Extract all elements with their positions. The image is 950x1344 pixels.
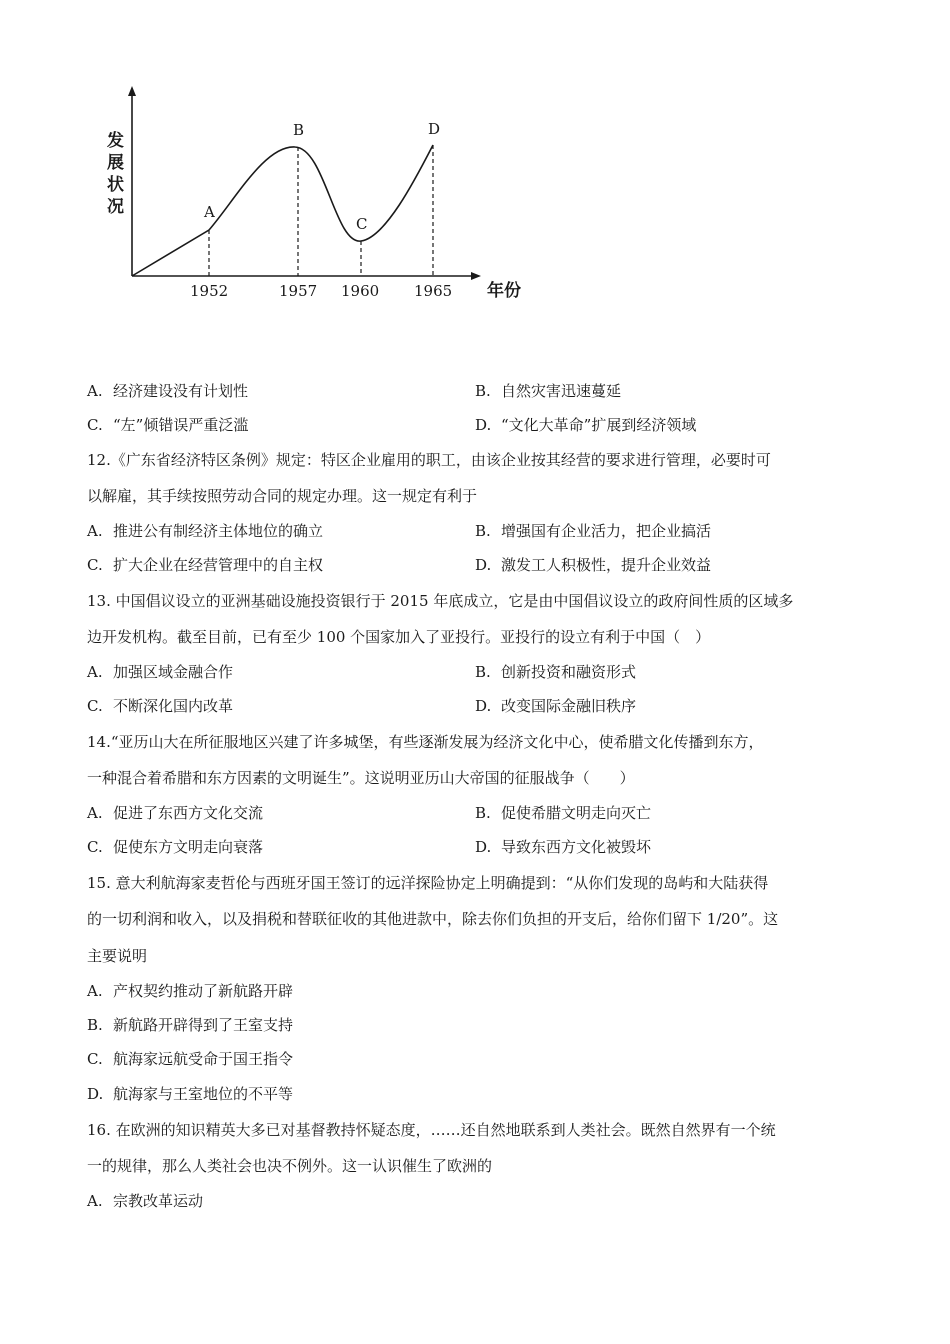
option-text: 促使东方文明走向衰落 bbox=[113, 838, 264, 856]
option-text: 扩大企业在经营管理中的自主权 bbox=[113, 556, 324, 574]
option-text: 自然灾害迅速蔓延 bbox=[501, 382, 622, 400]
point-label-d: D bbox=[428, 120, 441, 138]
q16-stem-line: 16. 在欧洲的知识精英大多已对基督教持怀疑态度，……还自然地联系到人类社会。既然自然界有一个统 bbox=[87, 1121, 776, 1139]
option-letter: C. bbox=[87, 556, 103, 574]
x-label: 年份 bbox=[487, 281, 521, 301]
option-letter: A. bbox=[87, 982, 103, 1000]
option-letter: C. bbox=[87, 697, 103, 715]
q12-stem-line: 12.《广东省经济特区条例》规定：特区企业雇用的职工，由该企业按其经营的要求进行管理，必要时可 bbox=[87, 451, 771, 469]
development-curve-figure bbox=[95, 80, 535, 310]
option-text: 宗教改革运动 bbox=[113, 1192, 204, 1210]
tick-label: 1960 bbox=[341, 282, 380, 300]
q12-option-a bbox=[87, 521, 323, 541]
q11-option-a bbox=[87, 381, 248, 401]
option-letter: D. bbox=[87, 1085, 104, 1103]
option-text: 经济建设没有计划性 bbox=[113, 382, 249, 400]
option-letter: A. bbox=[87, 1192, 103, 1210]
y-label-char: 况 bbox=[107, 197, 124, 217]
option-text: 改变国际金融旧秩序 bbox=[501, 697, 637, 715]
q15-option-d bbox=[87, 1084, 293, 1104]
option-text: “左”倾错误严重泛滥 bbox=[113, 416, 249, 434]
q13-option-b bbox=[475, 662, 636, 682]
option-letter: B. bbox=[475, 663, 491, 681]
option-letter: A. bbox=[87, 522, 103, 540]
option-text: 加强区域金融合作 bbox=[113, 663, 234, 681]
y-axis-arrow bbox=[128, 86, 136, 96]
development-curve-svg bbox=[95, 80, 535, 310]
y-label-char: 发 bbox=[107, 131, 124, 151]
option-text: 增强国有企业活力，把企业搞活 bbox=[501, 522, 712, 540]
q15-option-b bbox=[87, 1015, 293, 1035]
tick-label: 1965 bbox=[414, 282, 453, 300]
option-text: 促使希腊文明走向灭亡 bbox=[501, 804, 652, 822]
option-letter: B. bbox=[87, 1016, 103, 1034]
q15-stem-line: 的一切利润和收入，以及捐税和替联征收的其他进款中，除去你们负担的开支后，给你们留下 1/20”。这 bbox=[87, 910, 779, 928]
option-text: 航海家远航受命于国王指令 bbox=[113, 1050, 294, 1068]
option-text: 激发工人积极性，提升企业效益 bbox=[501, 556, 712, 574]
q14-option-d bbox=[475, 837, 651, 857]
option-letter: B. bbox=[475, 382, 491, 400]
q11-option-d bbox=[475, 415, 696, 435]
q11-option-c bbox=[87, 415, 248, 435]
y-label-char: 展 bbox=[107, 153, 124, 173]
q15-option-c bbox=[87, 1049, 293, 1069]
q12-option-d bbox=[475, 555, 711, 575]
option-letter: D. bbox=[475, 697, 492, 715]
q14-option-c bbox=[87, 837, 263, 857]
development-curve bbox=[132, 145, 433, 276]
option-text: 航海家与王室地位的不平等 bbox=[113, 1085, 294, 1103]
option-text: 新航路开辟得到了王室支持 bbox=[113, 1016, 294, 1034]
q11-option-b bbox=[475, 381, 621, 401]
q12-stem-line: 以解雇，其手续按照劳动合同的规定办理。这一规定有利于 bbox=[87, 487, 478, 505]
q15-stem-line: 主要说明 bbox=[87, 947, 148, 965]
option-text: 促进了东西方文化交流 bbox=[113, 804, 264, 822]
q14-stem-line: 一种混合着希腊和东方因素的文明诞生”。这说明亚历山大帝国的征服战争（ ） bbox=[87, 769, 635, 787]
option-letter: C. bbox=[87, 416, 103, 434]
y-label-char: 状 bbox=[107, 175, 124, 195]
q16-stem-line: 一的规律，那么人类社会也决不例外。这一认识催生了欧洲的 bbox=[87, 1157, 493, 1175]
option-letter: D. bbox=[475, 556, 492, 574]
q12-option-c bbox=[87, 555, 323, 575]
option-letter: B. bbox=[475, 522, 491, 540]
option-text: 产权契约推动了新航路开辟 bbox=[113, 982, 294, 1000]
tick-label: 1952 bbox=[190, 282, 229, 300]
option-letter: D. bbox=[475, 416, 492, 434]
option-letter: C. bbox=[87, 1050, 103, 1068]
option-letter: A. bbox=[87, 663, 103, 681]
option-letter: C. bbox=[87, 838, 103, 856]
q13-stem-line: 边开发机构。截至目前，已有至少 100 个国家加入了亚投行。亚投行的设立有利于中国（ ） bbox=[87, 628, 711, 646]
q14-stem-line: 14.“亚历山大在所征服地区兴建了许多城堡，有些逐渐发展为经济文化中心，使希腊文化传播到东方， bbox=[87, 733, 764, 751]
tick-label: 1957 bbox=[279, 282, 318, 300]
q12-option-b bbox=[475, 521, 711, 541]
option-text: 导致东西方文化被毁坏 bbox=[501, 838, 652, 856]
option-text: “文化大革命”扩展到经济领域 bbox=[501, 416, 697, 434]
option-letter: B. bbox=[475, 804, 491, 822]
point-label-a: A bbox=[204, 203, 215, 221]
q13-option-d bbox=[475, 696, 636, 716]
q13-option-a bbox=[87, 662, 233, 682]
q15-stem-line: 15. 意大利航海家麦哲伦与西班牙国王签订的远洋探险协定上明确提到：“从你们发现的岛屿和大陆获得 bbox=[87, 874, 769, 892]
x-axis-arrow bbox=[471, 272, 481, 280]
q15-option-a bbox=[87, 981, 293, 1001]
q13-option-c bbox=[87, 696, 233, 716]
option-text: 创新投资和融资形式 bbox=[501, 663, 637, 681]
q16-option-a bbox=[87, 1191, 203, 1211]
point-label-b: B bbox=[293, 121, 305, 139]
option-letter: A. bbox=[87, 382, 103, 400]
q14-option-b bbox=[475, 803, 651, 823]
q14-option-a bbox=[87, 803, 263, 823]
option-letter: A. bbox=[87, 804, 103, 822]
option-text: 不断深化国内改革 bbox=[113, 697, 234, 715]
point-label-c: C bbox=[356, 215, 368, 233]
option-letter: D. bbox=[475, 838, 492, 856]
q13-stem-line: 13. 中国倡议设立的亚洲基础设施投资银行于 2015 年底成立，它是由中国倡议设立的政府间性质的区域多 bbox=[87, 592, 794, 610]
option-text: 推进公有制经济主体地位的确立 bbox=[113, 522, 324, 540]
